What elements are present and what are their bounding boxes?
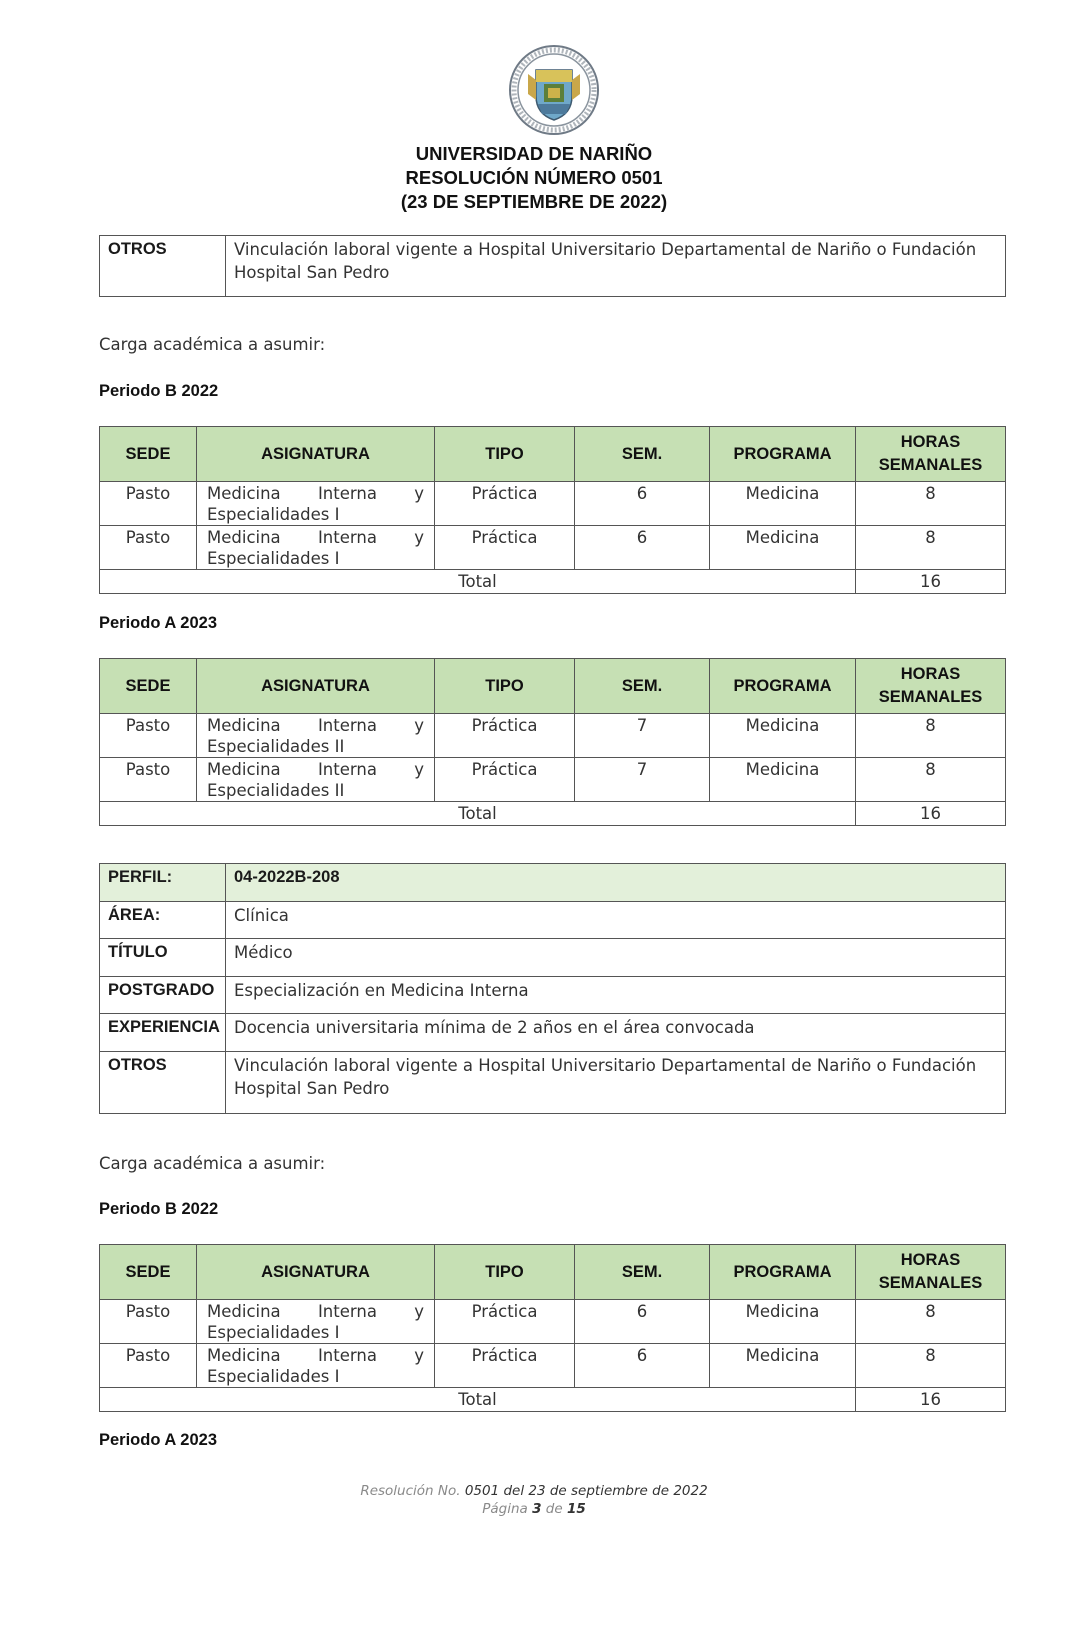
cell-sem: 6 bbox=[575, 482, 710, 526]
col-sem: SEM. bbox=[575, 659, 710, 714]
table-row bbox=[100, 526, 1006, 570]
col-sede: SEDE bbox=[100, 1245, 197, 1300]
col-sede: SEDE bbox=[100, 659, 197, 714]
profile-key: POSTGRADO bbox=[100, 977, 226, 1014]
profile-row-area bbox=[100, 902, 1006, 939]
profile-row-otros bbox=[100, 1052, 1006, 1114]
page-footer bbox=[0, 1482, 1068, 1518]
otros-key: OTROS bbox=[100, 236, 226, 297]
col-asignatura: ASIGNATURA bbox=[197, 659, 435, 714]
cell-sem: 6 bbox=[575, 1300, 710, 1344]
cell-sede: Pasto bbox=[100, 758, 197, 802]
profile-value: Médico bbox=[226, 939, 1006, 977]
col-tipo: TIPO bbox=[435, 659, 575, 714]
total-value: 16 bbox=[856, 570, 1006, 594]
footer-page-number: Página 3 de 15 bbox=[482, 1501, 586, 1517]
cell-tipo: Práctica bbox=[435, 1300, 575, 1344]
col-programa: PROGRAMA bbox=[710, 659, 856, 714]
col-programa: PROGRAMA bbox=[710, 427, 856, 482]
total-row bbox=[100, 802, 1006, 826]
load-table-2 bbox=[99, 658, 1006, 826]
profile-row-experiencia bbox=[100, 1014, 1006, 1052]
col-asignatura: ASIGNATURA bbox=[197, 1245, 435, 1300]
profile-value: Docencia universitaria mínima de 2 años en el área convocada bbox=[226, 1014, 1006, 1052]
cell-horas: 8 bbox=[856, 1300, 1006, 1344]
cell-tipo: Práctica bbox=[435, 526, 575, 570]
total-label: Total bbox=[100, 1388, 856, 1412]
total-row bbox=[100, 570, 1006, 594]
cell-tipo: Práctica bbox=[435, 758, 575, 802]
col-sede: SEDE bbox=[100, 427, 197, 482]
cell-horas: 8 bbox=[856, 1344, 1006, 1388]
cell-asignatura: Medicina Interna y Especialidades I bbox=[197, 482, 435, 526]
total-row bbox=[100, 1388, 1006, 1412]
table-row bbox=[100, 1344, 1006, 1388]
col-programa: PROGRAMA bbox=[710, 1245, 856, 1300]
col-horas: HORAS SEMANALES bbox=[856, 1245, 1006, 1300]
cell-sem: 6 bbox=[575, 1344, 710, 1388]
profile-key: EXPERIENCIA bbox=[100, 1014, 226, 1052]
cell-sede: Pasto bbox=[100, 526, 197, 570]
col-asignatura: ASIGNATURA bbox=[197, 427, 435, 482]
cell-sede: Pasto bbox=[100, 714, 197, 758]
total-label: Total bbox=[100, 802, 856, 826]
cell-programa: Medicina bbox=[710, 1300, 856, 1344]
cell-horas: 8 bbox=[856, 526, 1006, 570]
cell-sem: 6 bbox=[575, 526, 710, 570]
cell-sede: Pasto bbox=[100, 1300, 197, 1344]
university-seal-logo bbox=[508, 44, 600, 136]
profile-row-postgrado bbox=[100, 977, 1006, 1014]
table-row bbox=[100, 758, 1006, 802]
cell-programa: Medicina bbox=[710, 758, 856, 802]
profile-continuation-table bbox=[99, 235, 1006, 297]
profile-value: Especialización en Medicina Interna bbox=[226, 977, 1006, 1014]
col-sem: SEM. bbox=[575, 1245, 710, 1300]
profile-key: ÁREA: bbox=[100, 902, 226, 939]
cell-asignatura: Medicina Interna y Especialidades II bbox=[197, 758, 435, 802]
total-label: Total bbox=[100, 570, 856, 594]
cell-sem: 7 bbox=[575, 758, 710, 802]
cell-asignatura: Medicina Interna y Especialidades I bbox=[197, 526, 435, 570]
total-value: 16 bbox=[856, 1388, 1006, 1412]
profile-value: 04-2022B-208 bbox=[226, 864, 1006, 902]
document-header bbox=[0, 142, 1068, 214]
col-tipo: TIPO bbox=[435, 1245, 575, 1300]
period-heading-4: Periodo A 2023 bbox=[99, 1431, 217, 1449]
otros-value: Vinculación laboral vigente a Hospital Universitario Departamental de Nariño o Fundación Hospital San Pedro bbox=[226, 236, 1006, 297]
cell-sede: Pasto bbox=[100, 482, 197, 526]
col-tipo: TIPO bbox=[435, 427, 575, 482]
cell-programa: Medicina bbox=[710, 714, 856, 758]
cell-asignatura: Medicina Interna y Especialidades I bbox=[197, 1300, 435, 1344]
period-heading-3: Periodo B 2022 bbox=[99, 1200, 219, 1218]
resolution-number: RESOLUCIÓN NÚMERO 0501 bbox=[405, 167, 663, 188]
table-row bbox=[100, 482, 1006, 526]
col-horas: HORAS SEMANALES bbox=[856, 659, 1006, 714]
cell-horas: 8 bbox=[856, 714, 1006, 758]
load-table-3 bbox=[99, 1244, 1006, 1412]
profile-row-titulo bbox=[100, 939, 1006, 977]
profile-value: Vinculación laboral vigente a Hospital Universitario Departamental de Nariño o Fundación Hospital San Pedro bbox=[226, 1052, 1006, 1114]
institution-name: UNIVERSIDAD DE NARIÑO bbox=[415, 143, 653, 164]
cell-horas: 8 bbox=[856, 758, 1006, 802]
cell-horas: 8 bbox=[856, 482, 1006, 526]
cell-tipo: Práctica bbox=[435, 1344, 575, 1388]
table-row bbox=[100, 1300, 1006, 1344]
resolution-date: (23 DE SEPTIEMBRE DE 2022) bbox=[400, 191, 668, 212]
profile-key: TÍTULO bbox=[100, 939, 226, 977]
total-value: 16 bbox=[856, 802, 1006, 826]
table-row bbox=[100, 236, 1006, 297]
carga-label-2: Carga académica a asumir: bbox=[99, 1154, 326, 1173]
cell-asignatura: Medicina Interna y Especialidades II bbox=[197, 714, 435, 758]
profile-row-perfil bbox=[100, 864, 1006, 902]
profile-key: OTROS bbox=[100, 1052, 226, 1114]
cell-sem: 7 bbox=[575, 714, 710, 758]
carga-label-1: Carga académica a asumir: bbox=[99, 335, 326, 354]
col-sem: SEM. bbox=[575, 427, 710, 482]
table-header-row bbox=[100, 1245, 1006, 1300]
table-header-row bbox=[100, 659, 1006, 714]
profile-table bbox=[99, 863, 1006, 1114]
period-heading-2: Periodo A 2023 bbox=[99, 614, 217, 632]
table-header-row bbox=[100, 427, 1006, 482]
profile-value: Clínica bbox=[226, 902, 1006, 939]
cell-programa: Medicina bbox=[710, 1344, 856, 1388]
table-row bbox=[100, 714, 1006, 758]
cell-programa: Medicina bbox=[710, 526, 856, 570]
col-horas: HORAS SEMANALES bbox=[856, 427, 1006, 482]
cell-sede: Pasto bbox=[100, 1344, 197, 1388]
load-table-1 bbox=[99, 426, 1006, 594]
cell-tipo: Práctica bbox=[435, 714, 575, 758]
profile-key: PERFIL: bbox=[100, 864, 226, 902]
cell-asignatura: Medicina Interna y Especialidades I bbox=[197, 1344, 435, 1388]
period-heading-1: Periodo B 2022 bbox=[99, 382, 219, 400]
cell-programa: Medicina bbox=[710, 482, 856, 526]
cell-tipo: Práctica bbox=[435, 482, 575, 526]
footer-resolution: Resolución No. 0501 del 23 de septiembre de 2022 bbox=[360, 1483, 708, 1499]
